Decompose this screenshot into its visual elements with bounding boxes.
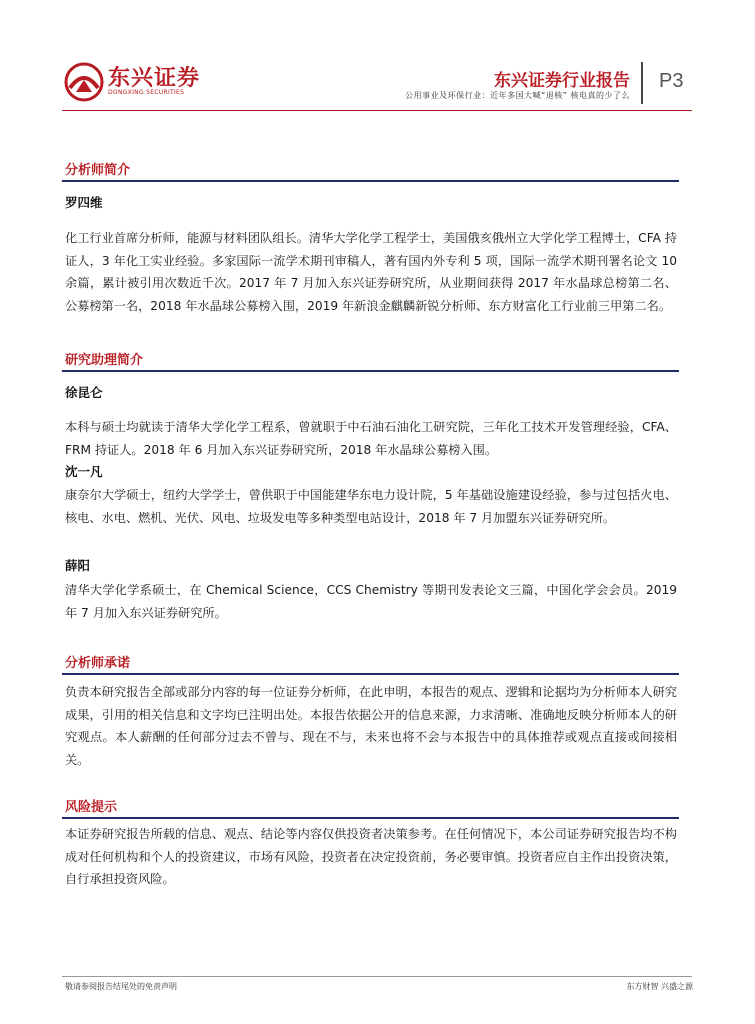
assistant-name: 徐昆仑 — [65, 385, 103, 400]
assistant-bio: 本科与硕士均就读于清华大学化学工程系，曾就职于中石油石油化工研究院，三年化工技术开发管理经验，CFA、FRM 持证人。2018 年 6 月加入东兴证券研究所，2018 年水晶球公募榜入围。 — [65, 420, 677, 457]
page-number: P3 — [659, 70, 684, 92]
section-title-analyst: 分析师简介 — [65, 163, 131, 178]
logo-icon — [64, 62, 104, 102]
header-rule — [62, 110, 692, 111]
analyst-bio: 化工行业首席分析师，能源与材料团队组长。清华大学化学工程学士，美国俄亥俄州立大学化学工程博士，CFA 持证人，3 年化工实业经验。多家国际一流学术期刊审稿人，著有国内外专利 5 项，国际一流学术期刊署名论文 10 余篇，累计被引用次数近千次。2017 年 7 月加入东兴证券研究所，从业期间获得 2017 年水晶球总榜第二名、公募榜第一名，2018 年水晶球公募榜入围，2019 年新浪金麒麟新锐分析师、东方财富化工行业前三甲第二名。 — [65, 231, 677, 313]
section-rule — [62, 817, 679, 819]
report-subtitle: 公用事业及环保行业：近年多国大喊“退核” 核电真的少了么 — [405, 91, 630, 100]
assistant-bio: 清华大学化学系硕士，在 Chemical Science，CCS Chemistry 等期刊发表论文三篇，中国化学会会员。2019 年 7 月加入东兴证券研究所。 — [65, 583, 677, 620]
assistant-bio: 康奈尔大学硕士，纽约大学学士，曾供职于中国能建华东电力设计院，5 年基础设施建设经验，参与过包括火电、核电、水电、燃机、光伏、风电、垃圾发电等多种类型电站设计，2018 年 7 月加盟东兴证券研究所。 — [65, 488, 677, 525]
footer-rule — [62, 976, 692, 977]
section-rule — [62, 370, 679, 372]
report-title: 东兴证券行业报告 — [494, 71, 630, 91]
section-rule — [62, 180, 679, 182]
risk-text: 本证券研究报告所载的信息、观点、结论等内容仅供投资者决策参考。在任何情况下，本公司证券研究报告均不构成对任何机构和个人的投资建议，市场有风险，投资者在决定投资前，务必要审慎。投资者应自主作出投资决策，自行承担投资风险。 — [65, 827, 677, 886]
section-title-risk: 风险提示 — [65, 800, 118, 815]
company-logo — [64, 60, 201, 106]
footer-slogan: 东方财智 兴盛之源 — [626, 982, 693, 991]
logo-text-en: DONGXING SECURITIES — [108, 89, 185, 96]
analyst-name: 罗四维 — [65, 195, 103, 210]
assistant-name: 沈一凡 — [65, 464, 103, 479]
logo-text-cn: 东兴证券 — [108, 66, 201, 91]
section-title-assistants: 研究助理简介 — [65, 353, 144, 368]
page-header — [0, 0, 755, 110]
footer-disclaimer-note: 敬请参阅报告结尾处的免责声明 — [65, 982, 177, 991]
section-title-commitment: 分析师承诺 — [65, 656, 131, 671]
commitment-text: 负责本研究报告全部或部分内容的每一位证券分析师，在此申明，本报告的观点、逻辑和论据均为分析师本人研究成果，引用的相关信息和文字均已注明出处。本报告依据公开的信息来源，力求清晰、准确地反映分析师本人的研究观点。本人薪酬的任何部分过去不曾与、现在不与，未来也将不会与本报告中的具体推荐或观点直接或间接相关。 — [65, 685, 677, 767]
assistant-name: 薛阳 — [65, 558, 91, 573]
section-rule — [62, 673, 679, 675]
header-divider — [641, 62, 643, 104]
